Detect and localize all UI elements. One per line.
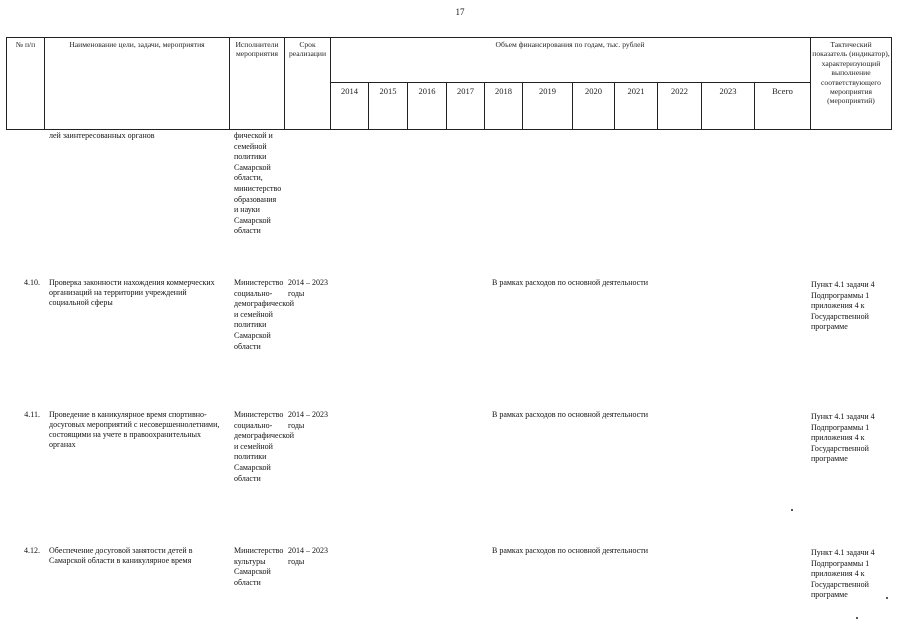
continuation-name: лей заинтересованных органов [49,131,155,140]
row-name: Обеспечение досуговой занятости детей в Самарской области в каникулярное время [49,546,193,565]
year-2019: 2019 [539,86,556,96]
header-col-term: Срок реализации [288,40,327,59]
page-number: 17 [455,7,465,17]
continuation-executors: фической и семейной политики Самарской области, министерство образования и науки Самарской области [234,131,282,236]
row-indicator: Пункт 4.1 задачи 4 Подпрограммы 1 приложения 4 к Государственной программе [811,412,875,464]
col-border [891,37,892,129]
row-executors: Министерство социально-демографической и семейной политики Самарской области [234,278,295,351]
row-term: 2014 – 2023 годы [288,546,328,566]
col-border [6,37,7,129]
row-executors: Министерство культуры Самарской области [234,546,284,587]
row-funding: В рамках расходов по основной деятельности [491,278,649,287]
row-funding: В рамках расходов по основной деятельности [491,410,649,419]
row-indicator: Пункт 4.1 задачи 4 Подпрограммы 1 приложения 4 к Государственной программе [811,280,875,332]
year-2021: 2021 [627,86,645,96]
year-2023: 2023 [719,86,737,96]
row-term: 2014 – 2023 годы [288,278,328,298]
header-col-number: № п/п [15,40,36,49]
header-top-border [6,37,892,38]
scan-speck [886,597,888,599]
row-name: Проведение в каникулярное время спортивно-досуговых мероприятий с несовершеннолетними, состоящими на учете в правоохранительных органах [49,410,220,449]
row-number: 4.10. [24,278,40,287]
year-2022: 2022 [671,86,688,96]
header-col-indicator: Тактический показатель (индикатор), характеризующий выполнение соответствующего мероприятия (мероприятий) [812,40,890,106]
col-border [330,37,331,129]
header-col-executors: Исполнители мероприятия [235,40,279,59]
row-executors: Министерство социально-демографической и семейной политики Самарской области [234,410,295,483]
year-2015: 2015 [379,86,397,96]
header-col-funding: Объем финансирования по годам, тыс. рублей [495,40,645,49]
header-bottom-border [6,129,892,130]
year-2020: 2020 [585,86,602,96]
col-border [810,37,811,129]
col-border [229,37,230,129]
col-border [284,37,285,129]
row-name: Проверка законности нахождения коммерческих организаций на территории учреждений социальной сферы [49,278,215,307]
header-col-name: Наименование цели, задачи, мероприятия [69,40,205,49]
row-indicator: Пункт 4.1 задачи 4 Подпрограммы 1 приложения 4 к Государственной программе [811,548,875,600]
years-top-border [330,82,810,83]
scan-speck [791,509,793,511]
year-2016: 2016 [418,86,436,96]
year-2017: 2017 [457,86,474,96]
row-term: 2014 – 2023 годы [288,410,328,430]
year-2018: 2018 [495,86,512,96]
year-2014: 2014 [341,86,358,96]
col-border [44,37,45,129]
row-funding: В рамках расходов по основной деятельности [491,546,649,555]
row-number: 4.11. [24,410,40,419]
scan-speck [856,617,858,619]
row-number: 4.12. [24,546,40,555]
year-total: Всего [772,86,793,96]
